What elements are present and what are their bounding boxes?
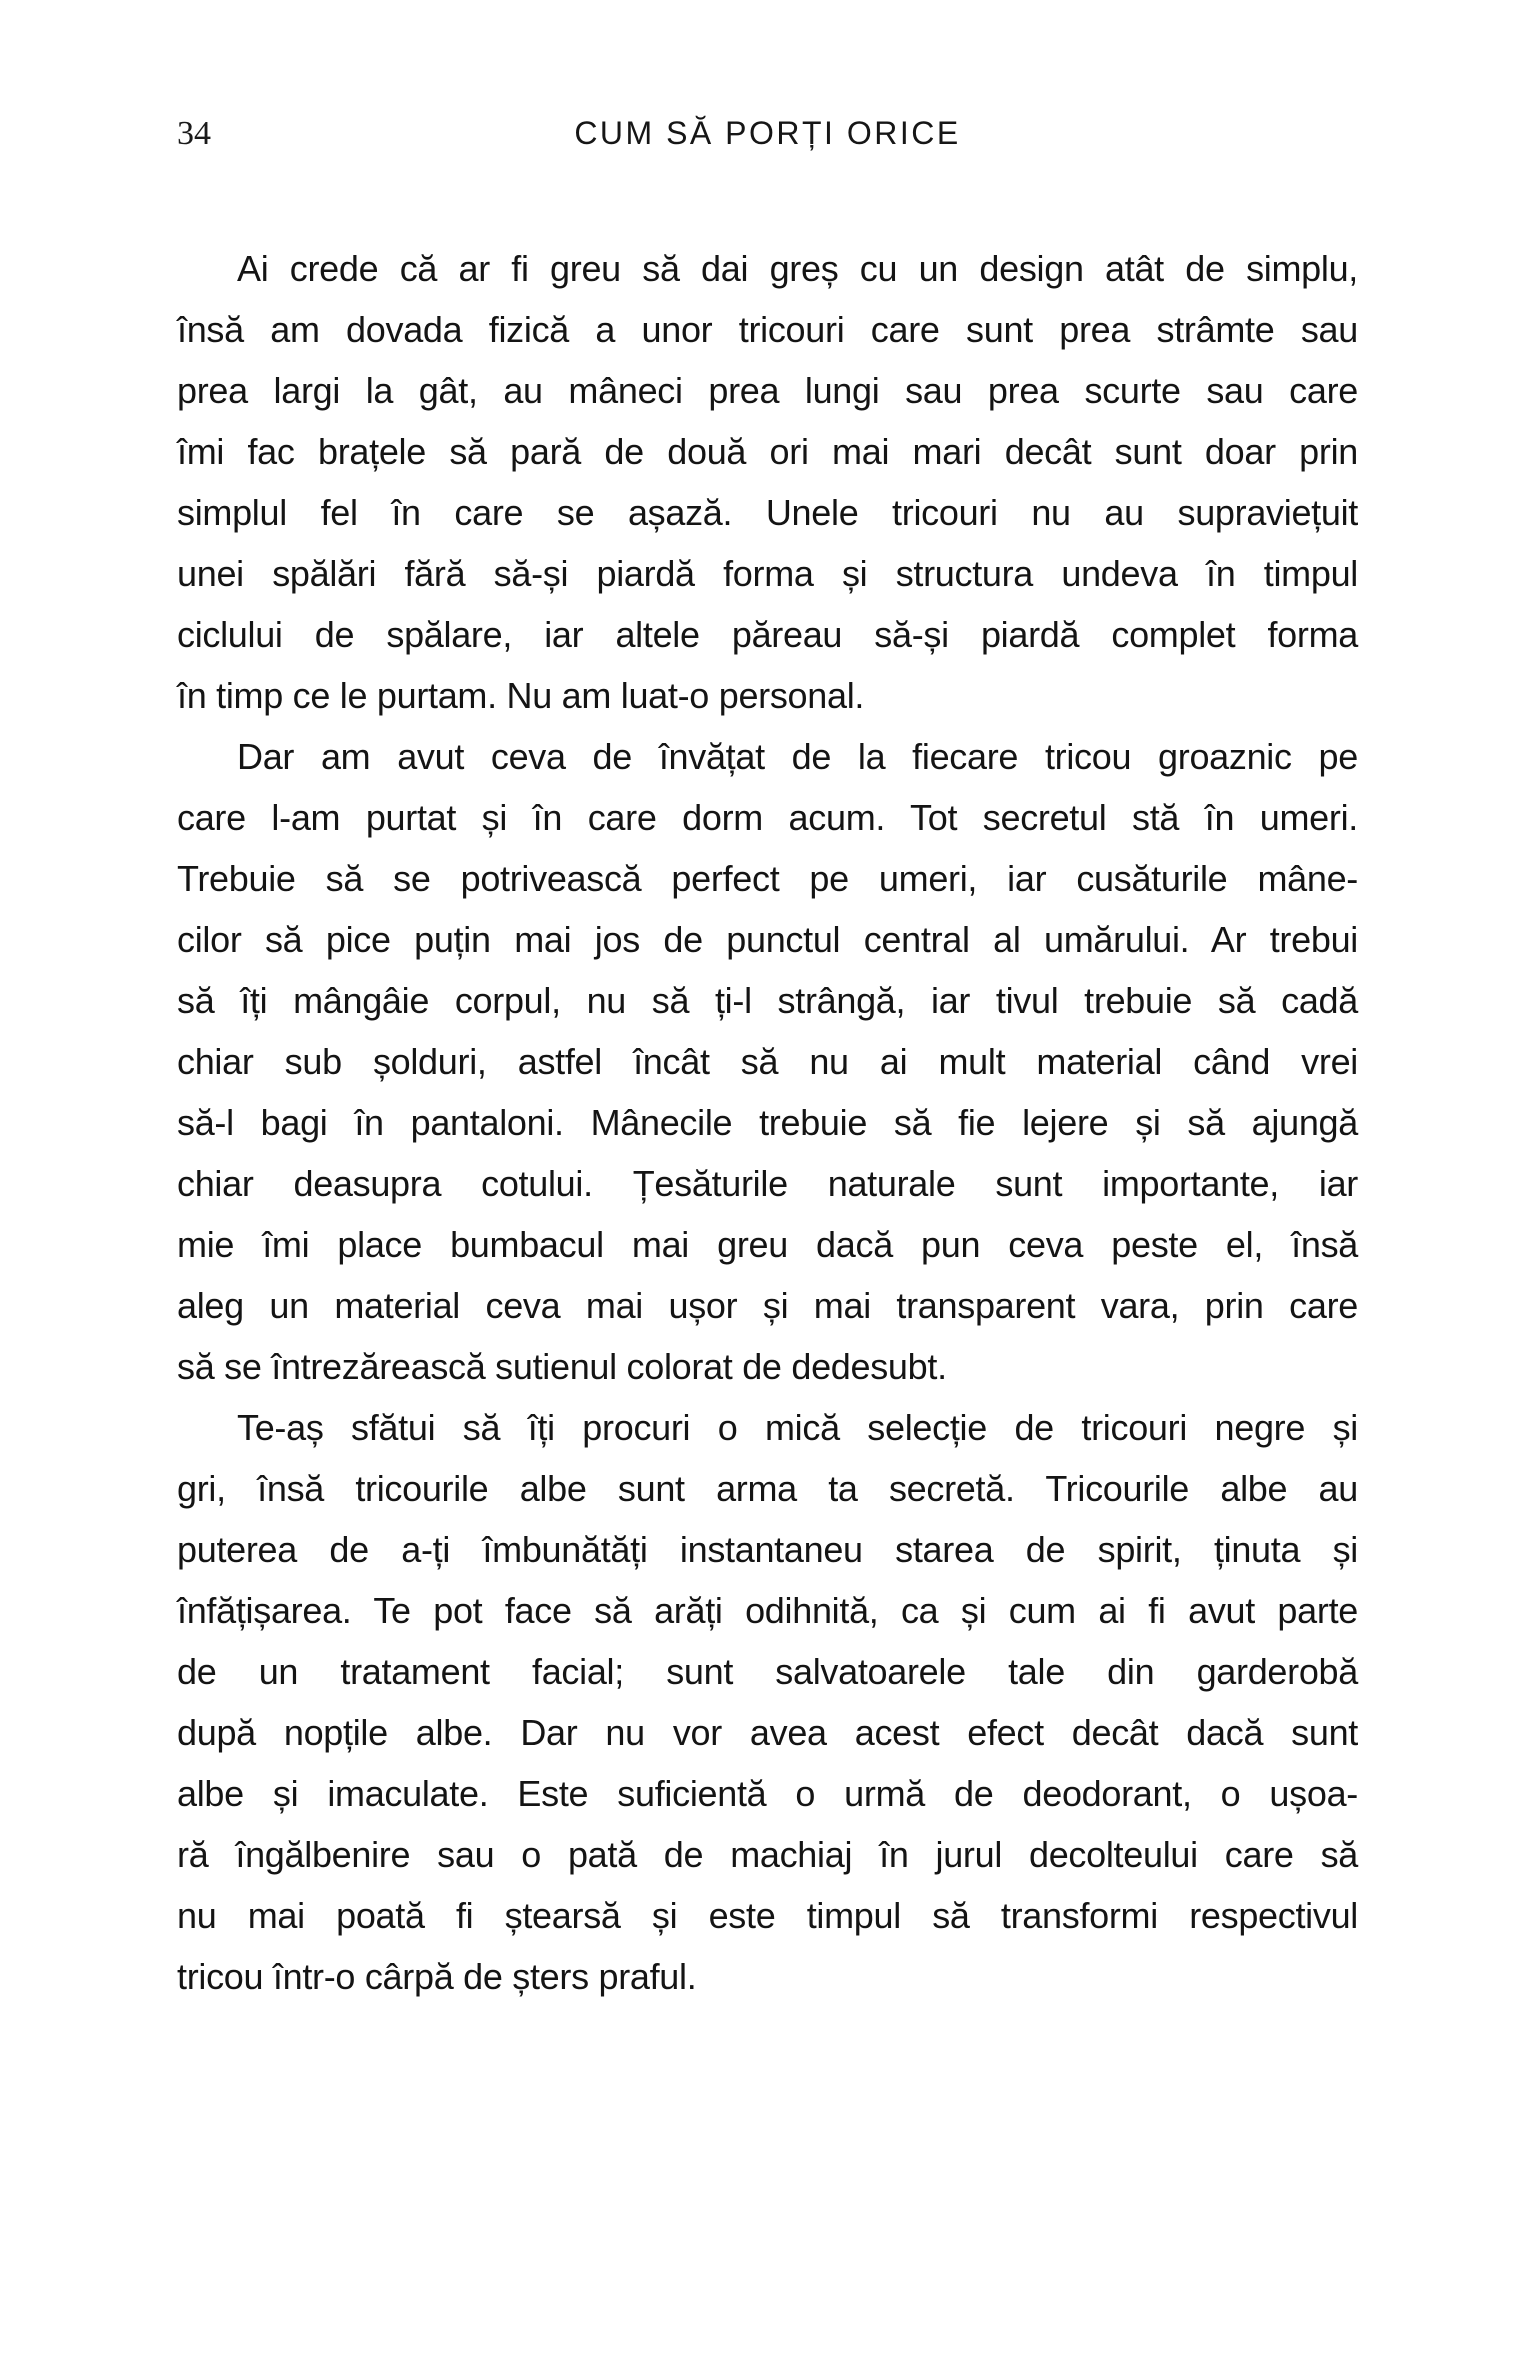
paragraph <box>177 238 1358 726</box>
text-line: după nopțile albe. Dar nu vor avea acest efect decât dacă sunt <box>177 1712 1358 1753</box>
text-line: albe și imaculate. Este suficientă o urmă de deodorant, o ușoa- <box>177 1773 1358 1814</box>
text-line: să îți mângâie corpul, nu să ți-l strângă, iar tivul trebuie să cadă <box>177 980 1358 1021</box>
text-line: prea largi la gât, au mâneci prea lungi sau prea scurte sau care <box>177 370 1358 411</box>
paragraph <box>177 1397 1358 2007</box>
text-line: ră îngălbenire sau o pată de machiaj în jurul decolteului care să <box>177 1834 1358 1875</box>
text-line: să-l bagi în pantaloni. Mânecile trebuie să fie lejere și să ajungă <box>177 1102 1358 1143</box>
text-line: tricou într-o cârpă de șters praful. <box>177 1956 697 1997</box>
running-title: CUM SĂ PORȚI ORICE <box>574 115 961 151</box>
text-line: însă am dovada fizică a unor tricouri care sunt prea strâmte sau <box>177 309 1358 350</box>
text-line: simplul fel în care se așază. Unele tricouri nu au supraviețuit <box>177 492 1358 533</box>
text-line: chiar deasupra cotului. Țesăturile naturale sunt importante, iar <box>177 1163 1358 1204</box>
text-line: gri, însă tricourile albe sunt arma ta secretă. Tricourile albe au <box>177 1468 1358 1509</box>
text-line: îmi fac brațele să pară de două ori mai mari decât sunt doar prin <box>177 431 1358 472</box>
text-line: Dar am avut ceva de învățat de la fiecare tricou groaznic pe <box>237 736 1358 777</box>
page-number: 34 <box>177 115 211 152</box>
body-text <box>177 238 1358 2007</box>
text-line: ciclului de spălare, iar altele păreau să-și piardă complet forma <box>177 614 1358 655</box>
text-line: Ai crede că ar fi greu să dai greș cu un design atât de simplu, <box>237 248 1358 289</box>
text-line: unei spălări fără să-și piardă forma și structura undeva în timpul <box>177 553 1358 594</box>
text-line: să se întrezărească sutienul colorat de dedesubt. <box>177 1346 947 1387</box>
text-line: puterea de a-ți îmbunătăți instantaneu starea de spirit, ținuta și <box>177 1529 1358 1570</box>
text-line: care l-am purtat și în care dorm acum. Tot secretul stă în umeri. <box>177 797 1358 838</box>
text-line: în timp ce le purtam. Nu am luat-o personal. <box>177 675 865 716</box>
text-line: chiar sub șolduri, astfel încât să nu ai mult material când vrei <box>177 1041 1358 1082</box>
text-line: înfățișarea. Te pot face să arăți odihnită, ca și cum ai fi avut parte <box>177 1590 1358 1631</box>
text-line: mie îmi place bumbacul mai greu dacă pun ceva peste el, însă <box>177 1224 1358 1265</box>
paragraph <box>177 726 1358 1397</box>
text-line: aleg un material ceva mai ușor și mai transparent vara, prin care <box>177 1285 1358 1326</box>
text-line: Trebuie să se potrivească perfect pe umeri, iar cusăturile mâne- <box>177 858 1358 899</box>
text-line: de un tratament facial; sunt salvatoarele tale din garderobă <box>177 1651 1358 1692</box>
text-line: cilor să pice puțin mai jos de punctul central al umărului. Ar trebui <box>177 919 1358 960</box>
text-line: Te-aș sfătui să îți procuri o mică selecție de tricouri negre și <box>237 1407 1358 1448</box>
page-header <box>177 112 1358 158</box>
text-line: nu mai poată fi ștearsă și este timpul să transformi respectivul <box>177 1895 1358 1936</box>
